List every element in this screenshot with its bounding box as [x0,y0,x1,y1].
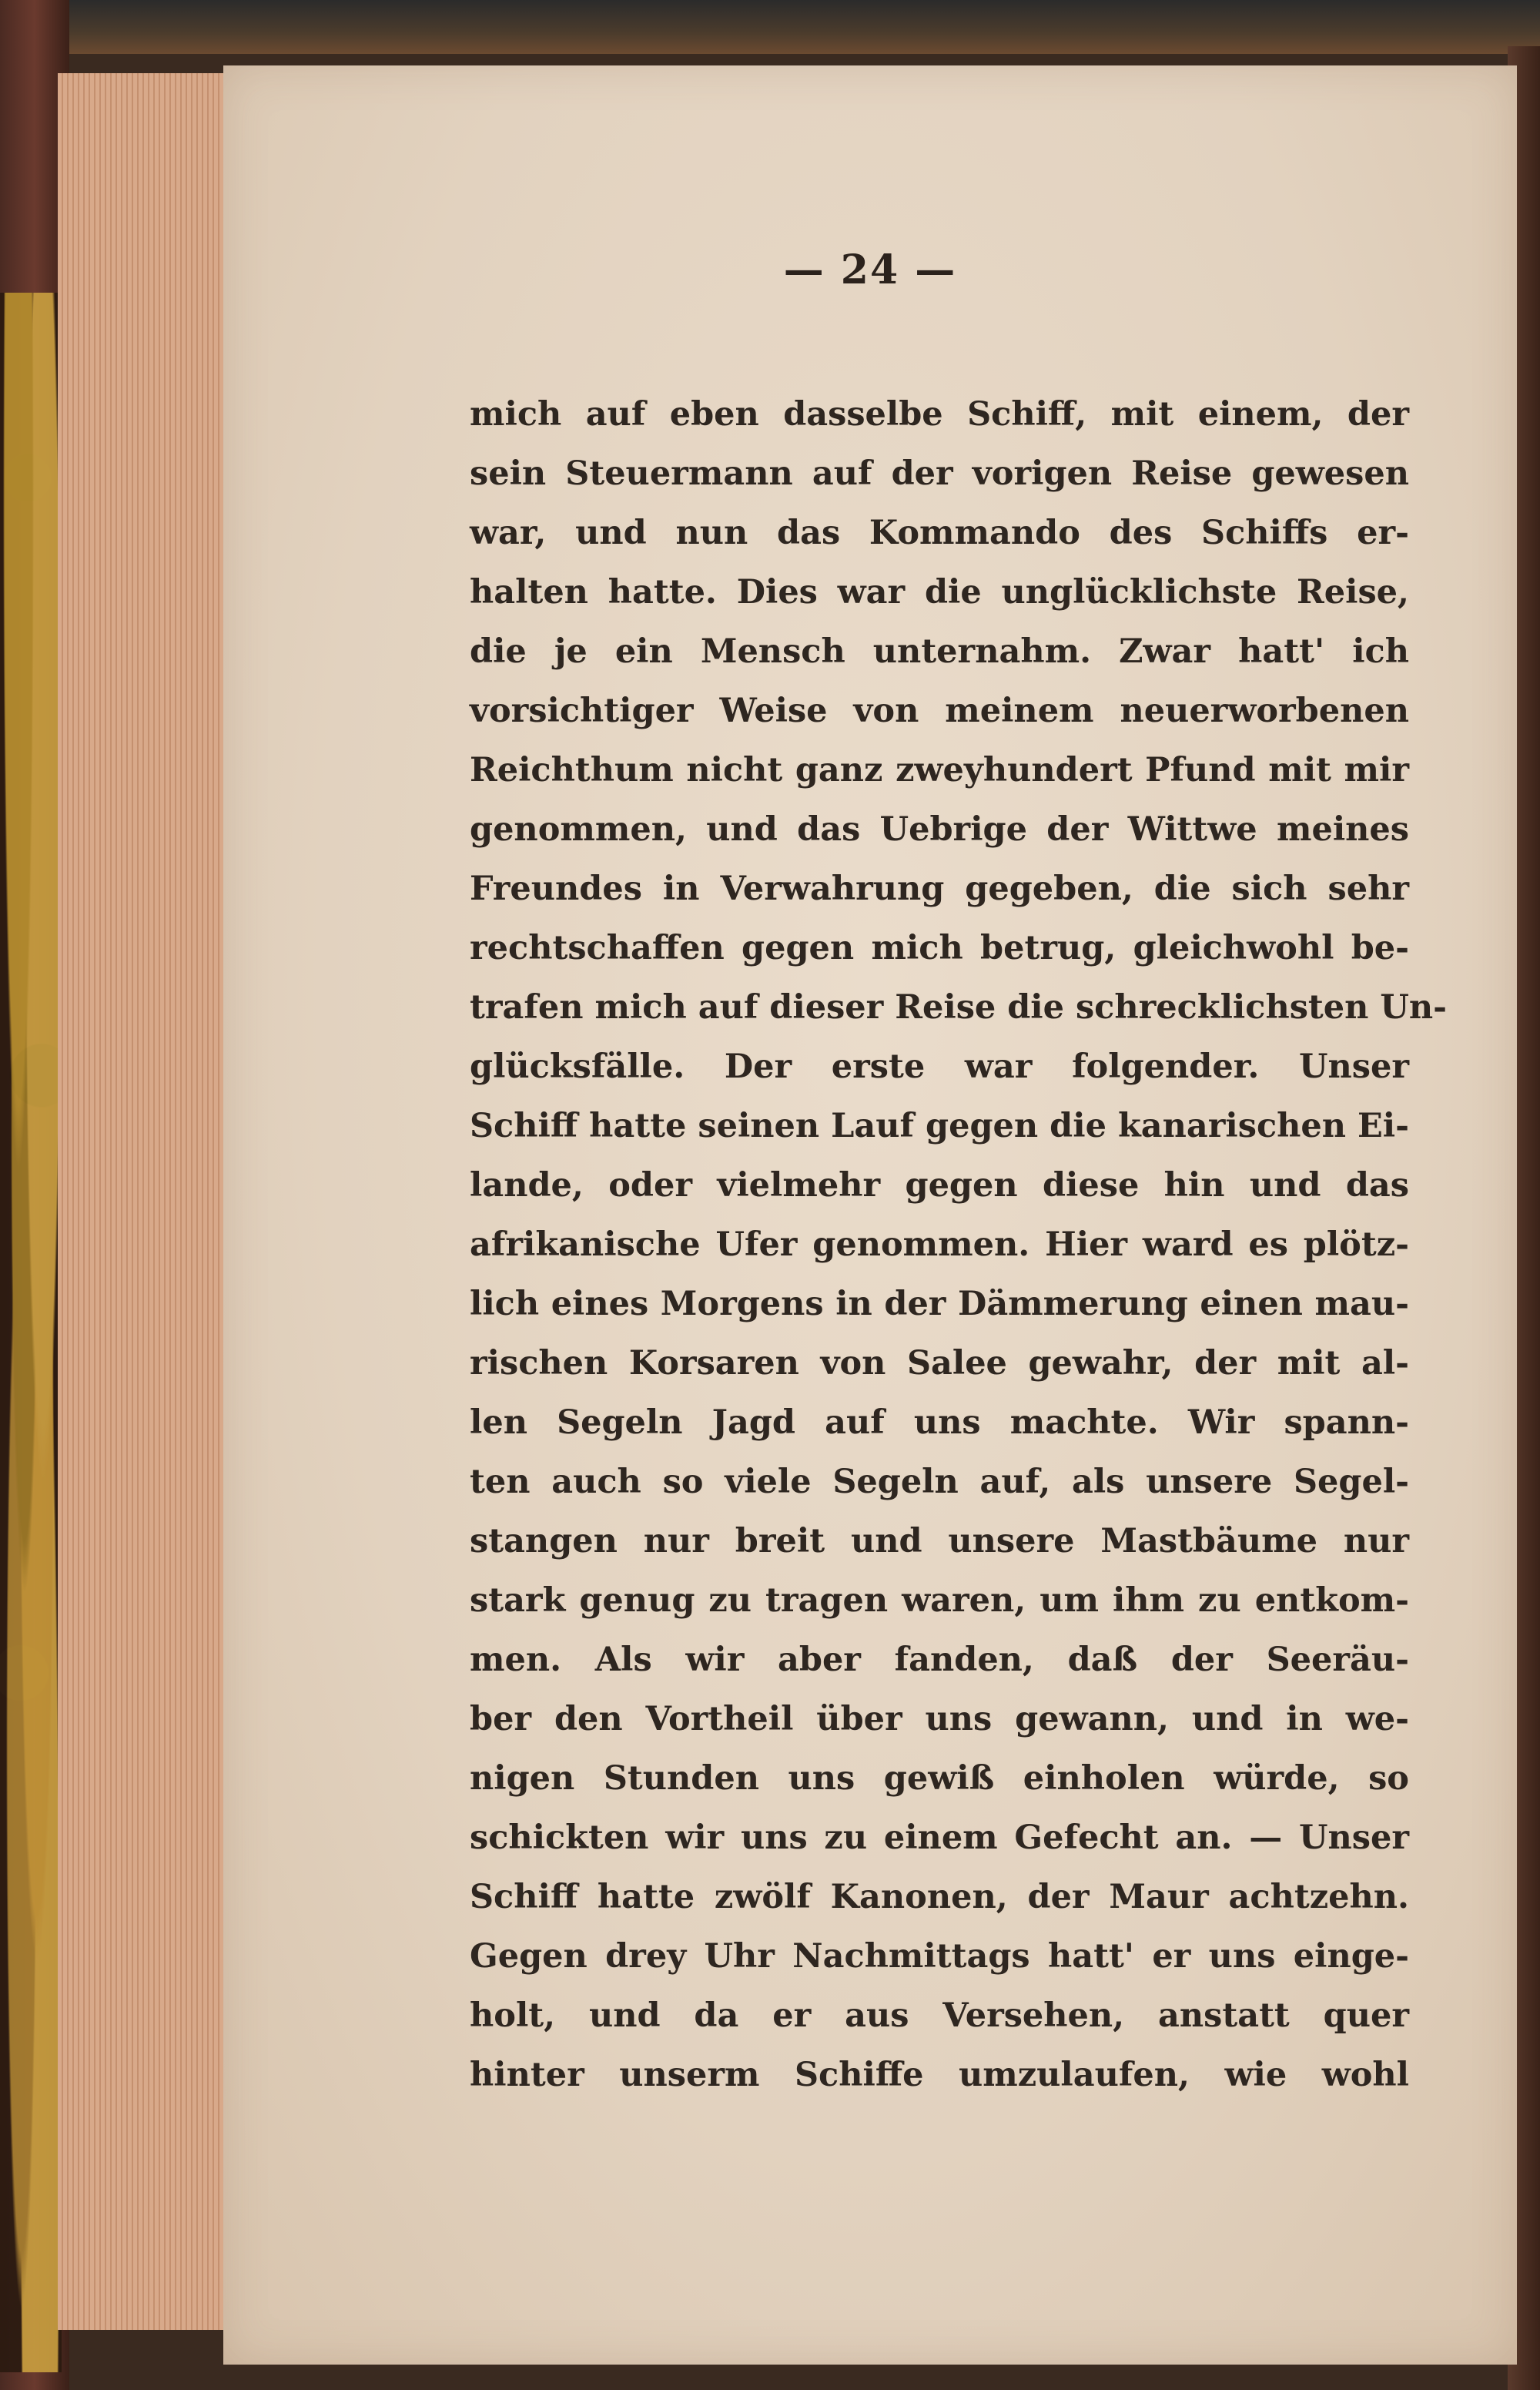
text-line: schickten wir uns zu einem Gefecht an. — Unser [470,1818,1409,1857]
text-line: lich eines Morgens in der Dämmerung einen mau- [470,1285,1409,1323]
text-line: hinter unserm Schiffe umzulaufen, wie wohl [470,2056,1409,2094]
text-line: Schiff hatte zwölf Kanonen, der Maur achtzehn. [470,1878,1409,1916]
text-line: men. Als wir aber fanden, daß der Seeräu- [470,1641,1409,1679]
text-line: mich auf eben dasselbe Schiff, mit einem, der [470,395,1409,434]
page-edges-stack [58,73,225,2330]
marbled-endpaper [0,293,62,2372]
text-line: glücksfälle. Der erste war folgender. Unser [470,1048,1409,1086]
scan-background-top [0,0,1540,54]
text-line: Freundes in Verwahrung gegeben, die sich sehr [470,870,1409,908]
text-line: genommen, und das Uebrige der Wittwe meines [470,810,1409,849]
text-line: trafen mich auf dieser Reise die schrecklichsten Un- [470,988,1447,1027]
text-line: ten auch so viele Segeln auf, als unsere Segel- [470,1463,1409,1501]
text-line: die je ein Mensch unternahm. Zwar hatt' ich [470,632,1409,671]
text-line: Reichthum nicht ganz zweyhundert Pfund mit mir [470,751,1409,789]
text-line: len Segeln Jagd auf uns machte. Wir spann- [470,1403,1409,1442]
text-line: stangen nur breit und unsere Mastbäume nur [470,1522,1409,1560]
text-line: halten hatte. Dies war die unglücklichste Reise, [470,573,1409,612]
text-line: stark genug zu tragen waren, um ihm zu entkom- [470,1581,1409,1620]
text-line: Schiff hatte seinen Lauf gegen die kanarischen Ei- [470,1107,1409,1145]
page-number: — 24 — [783,246,957,293]
text-line: holt, und da er aus Versehen, anstatt quer [470,1996,1409,2035]
text-line: ber den Vortheil über uns gewann, und in we- [470,1700,1409,1738]
text-line: Gegen drey Uhr Nachmittags hatt' er uns einge- [470,1937,1409,1976]
text-line: rechtschaffen gegen mich betrug, gleichwohl be- [470,929,1409,967]
text-line: sein Steuermann auf der vorigen Reise gewesen [470,454,1409,493]
text-line: war, und nun das Kommando des Schiffs er- [470,514,1409,552]
body-text [470,385,1447,2105]
page-header [223,243,1517,297]
text-line: lande, oder vielmehr gegen diese hin und das [470,1166,1409,1205]
text-line: afrikanische Ufer genommen. Hier ward es plötz- [470,1225,1409,1264]
text-line: vorsichtiger Weise von meinem neuerworbenen [470,692,1409,730]
book-page [223,65,1517,2365]
text-line: rischen Korsaren von Salee gewahr, der mit al- [470,1344,1409,1383]
text-line: nigen Stunden uns gewiß einholen würde, so [470,1759,1409,1798]
